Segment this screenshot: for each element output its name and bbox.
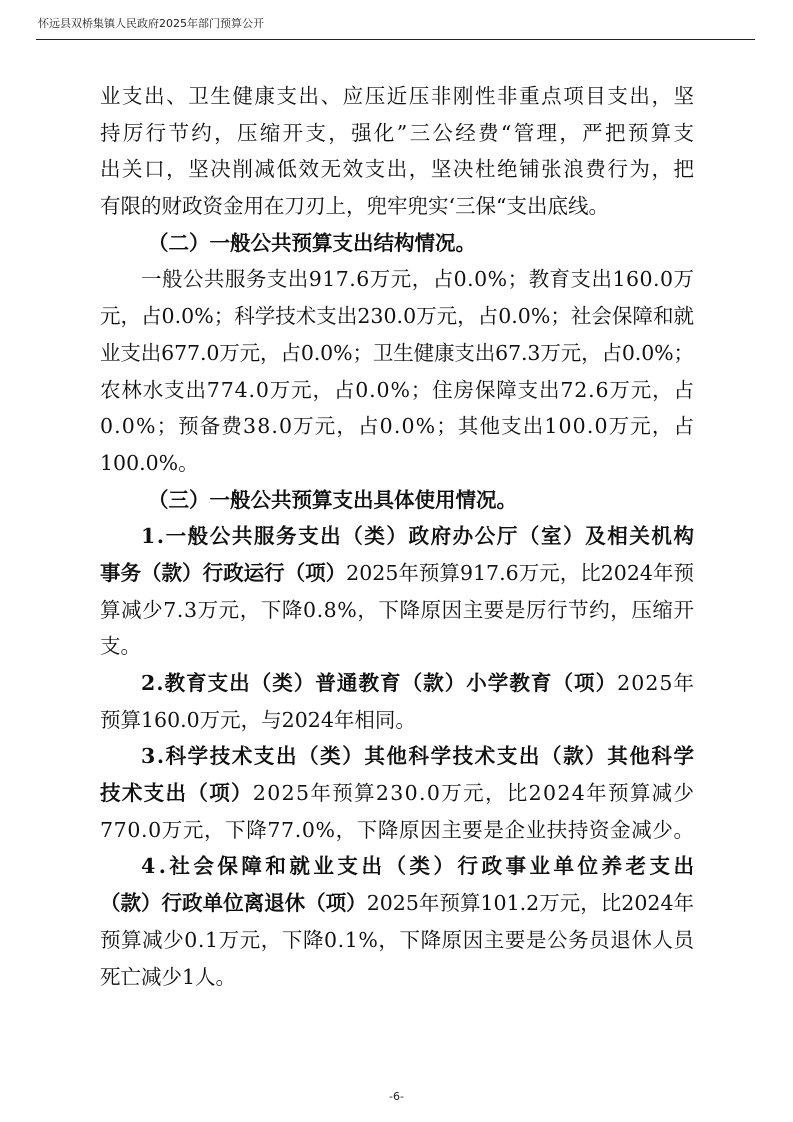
paragraph-line: [100, 188, 694, 225]
text-run: 2025年预算101.2万元，比2024年: [366, 891, 695, 916]
line-text: 元，占0.0%；科学技术支出230.0万元，占0.0%；社会保障和就: [100, 304, 694, 329]
line-text: [100, 555, 694, 592]
line-text: [100, 775, 695, 812]
bold-text: 4.社会保障和就业支出（类）行政事业单位养老支出: [141, 854, 698, 879]
bold-text: （款）行政单位离退休（项）: [100, 891, 367, 916]
heading-line: [100, 848, 698, 885]
bold-text: 3.科学技术支出（类）其他科学技术支出（款）其他科学: [141, 744, 696, 769]
paragraph-line: [100, 702, 694, 739]
paragraph-line: [100, 335, 694, 372]
paragraph-line: [100, 922, 694, 959]
paragraph-line: [100, 445, 694, 482]
line-text: 一般公共服务支出917.6万元，占0.0%；教育支出160.0万: [141, 267, 695, 292]
heading-line: [100, 665, 694, 702]
heading-line: [100, 555, 694, 592]
line-text: （二）一般公共预算支出结构情况。: [148, 230, 476, 255]
line-text: 死亡减少1人。: [100, 964, 237, 989]
text-run: 2025年: [617, 671, 696, 695]
line-text: 农林水支出774.0万元，占0.0%；住房保障支出72.6万元，占: [100, 377, 695, 402]
line-text: [100, 885, 694, 922]
text-run: 2025年预算230.0万元，比2024年预算减少: [252, 781, 696, 806]
paragraph-line: [100, 78, 694, 115]
paragraph-line: [100, 115, 697, 152]
heading-line: [100, 738, 694, 775]
paragraph-line: [100, 812, 694, 849]
paragraph-line: [100, 298, 694, 335]
paragraph-line: [100, 628, 694, 665]
heading-line: [100, 518, 694, 555]
paragraph-line: [100, 372, 694, 409]
line-text: （三）一般公共预算支出具体使用情况。: [148, 487, 517, 512]
line-text: 有限的财政资金用在刀刃上，兜牢兜实‘三保“支出底线。: [100, 194, 609, 219]
bold-text: 技术支出（项）: [100, 781, 253, 806]
line-text: 0.0%；预备费38.0万元，占0.0%；其他支出100.0万元，占: [100, 414, 696, 439]
bold-text: 事务（款）行政运行（项）: [100, 560, 347, 585]
bold-text: 1.一般公共服务支出（类）政府办公厅（室）及相关机构: [141, 524, 696, 549]
page-number: -6-: [389, 1090, 404, 1103]
line-text: [141, 738, 696, 775]
header-divider: [36, 39, 755, 40]
heading-line: [100, 885, 694, 922]
paragraph-line: [100, 261, 694, 298]
paragraph-line: [100, 592, 694, 629]
text-run: 2025年预算917.6万元，比2024年预: [346, 560, 695, 585]
line-text: 预算160.0万元，与2024年相同。: [100, 707, 416, 732]
line-text: 出关口，坚决削减低效无效支出，坚决杜绝铺张浪费行为，把: [100, 157, 696, 182]
bold-text: 2.教育支出（类）普通教育（款）小学教育（项）: [141, 671, 618, 695]
line-text: 支。: [100, 634, 141, 659]
line-text: [141, 848, 698, 885]
line-text: 持厉行节约，压缩开支，强化”三公经费“管理，严把预算支: [100, 120, 697, 145]
body-text: [100, 78, 698, 995]
line-text: [141, 665, 695, 702]
line-text: 业支出677.0万元，占0.0%；卫生健康支出67.3万元，占0.0%；: [100, 340, 694, 365]
heading-line: [100, 775, 694, 812]
line-text: [141, 518, 696, 555]
paragraph-line: [100, 408, 694, 445]
line-text: 770.0万元，下降77.0%，下降原因主要是企业扶持资金减少。: [100, 817, 695, 842]
line-text: 算减少7.3万元，下降0.8%，下降原因主要是厉行节约，压缩开: [100, 597, 695, 622]
heading-line: [100, 225, 694, 262]
line-text: 100.0%。: [100, 450, 199, 475]
line-text: 业支出、卫生健康支出、应压近压非刚性非重点项目支出，坚: [100, 84, 696, 108]
paragraph-line: [100, 151, 694, 188]
paragraph-line: [100, 959, 694, 996]
document-header: 怀远县双桥集镇人民政府2025年部门预算公开: [38, 17, 264, 30]
line-text: 预算减少0.1万元，下降0.1%，下降原因主要是公务员退休人员: [100, 927, 695, 952]
heading-line: [100, 482, 694, 519]
